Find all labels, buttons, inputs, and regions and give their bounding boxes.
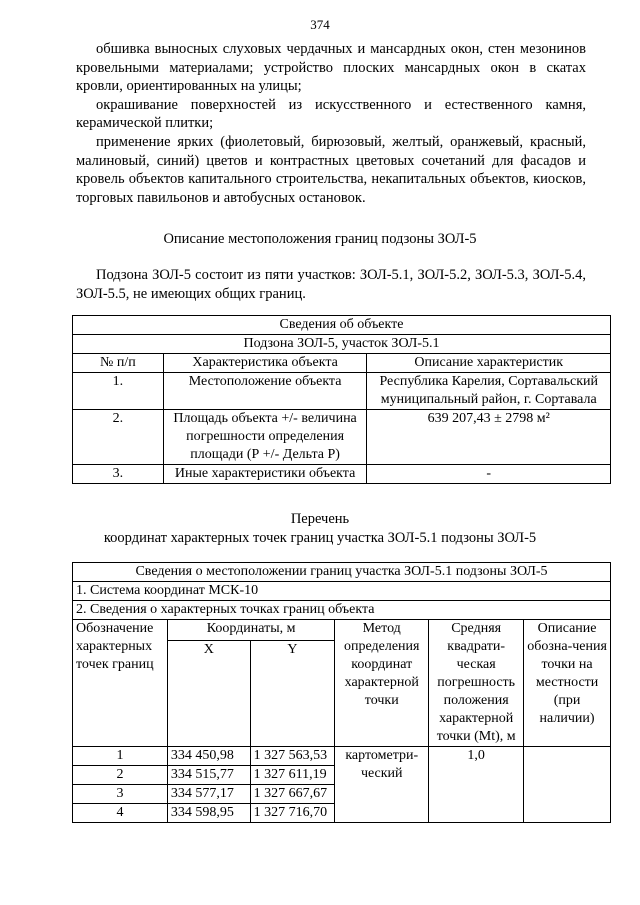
table-cell: Иные характеристики объекта <box>163 465 367 484</box>
table-cell: 1. <box>73 373 164 410</box>
coord-y: 1 327 716,70 <box>250 804 335 823</box>
table-row <box>73 373 611 410</box>
paragraph: применение ярких (фиолетовый, бирюзовый, желтый, оранжевый, красный, малиновый, синий) цветов и контрастных цветовых сочетаний для фасадов и кровель объектов капитального строительства, некапитальных объектов, киосков, торговых павильонов и автобусных остановок. <box>76 133 586 206</box>
paragraph: окрашивание поверхностей из искусственного и естественного камня, керамической плитки; <box>76 96 586 132</box>
column-header: Обозначение характерных точек границ <box>73 620 168 747</box>
table-cell: 2. <box>73 410 164 465</box>
coordinates-table <box>72 562 611 823</box>
table-cell: Площадь объекта +/- величина погрешности определения площади (Р +/- Дельта Р) <box>163 410 367 465</box>
point-id: 4 <box>73 804 168 823</box>
table-cell: Местоположение объекта <box>163 373 367 410</box>
list-heading: Перечень <box>290 511 350 527</box>
table-cell: 3. <box>73 465 164 484</box>
list-subheading: координат характерных точек границ участка ЗОЛ-5.1 подзоны ЗОЛ-5 <box>103 530 537 546</box>
intro-paragraph: Подзона ЗОЛ-5 состоит из пяти участков: ЗОЛ-5.1, ЗОЛ-5.2, ЗОЛ-5.3, ЗОЛ-5.4, ЗОЛ-5.5, не имеющих общих границ. <box>76 267 586 302</box>
column-header: № п/п <box>73 354 164 373</box>
column-header: Y <box>250 641 335 747</box>
coord-y: 1 327 611,19 <box>250 766 335 785</box>
column-header: Метод определения координат характерной точки <box>335 620 429 747</box>
coord-x: 334 598,95 <box>167 804 250 823</box>
table-row <box>73 465 611 484</box>
table-cell: - <box>367 465 611 484</box>
column-header: Описание характеристик <box>367 354 611 373</box>
column-header: Характеристика объекта <box>163 354 367 373</box>
method-cell: картометри-ческий <box>335 747 429 823</box>
point-id: 3 <box>73 785 168 804</box>
column-header: Описание обозна-чения точки на местности (при наличии) <box>524 620 611 747</box>
point-id: 2 <box>73 766 168 785</box>
description-cell <box>524 747 611 823</box>
points-section-title: 2. Сведения о характерных точках границ объекта <box>73 601 611 620</box>
error-cell: 1,0 <box>429 747 524 823</box>
section-heading: Описание местоположения границ подзоны ЗОЛ-5 <box>163 231 477 247</box>
coord-y: 1 327 563,53 <box>250 747 335 766</box>
table-title: Сведения об объекте <box>73 316 611 335</box>
paragraph: обшивка выносных слуховых чердачных и мансардных окон, стен мезонинов кровельными материалами; устройство плоских мансардных окон в скатах кровли, ориентированных на улицы; <box>76 41 586 95</box>
table-title: Сведения о местоположении границ участка ЗОЛ-5.1 подзоны ЗОЛ-5 <box>73 563 611 582</box>
table-row <box>73 410 611 465</box>
table-subtitle: Подзона ЗОЛ-5, участок ЗОЛ-5.1 <box>73 335 611 354</box>
body-paragraphs <box>76 40 586 207</box>
coord-y: 1 327 667,67 <box>250 785 335 804</box>
column-header: Координаты, м <box>167 620 334 641</box>
page-number: 374 <box>310 17 330 32</box>
coord-x: 334 515,77 <box>167 766 250 785</box>
coord-x: 334 450,98 <box>167 747 250 766</box>
point-id: 1 <box>73 747 168 766</box>
object-info-table <box>72 315 611 484</box>
table-cell: 639 207,43 ± 2798 м² <box>367 410 611 465</box>
coordinate-system: 1. Система координат МСК-10 <box>73 582 611 601</box>
column-header: Средняя квадрати-ческая погрешность положения характерной точки (Mt), м <box>429 620 524 747</box>
table-row <box>73 747 611 766</box>
column-header: X <box>167 641 250 747</box>
table-cell: Республика Карелия, Сортавальский муниципальный район, г. Сортавала <box>367 373 611 410</box>
coord-x: 334 577,17 <box>167 785 250 804</box>
